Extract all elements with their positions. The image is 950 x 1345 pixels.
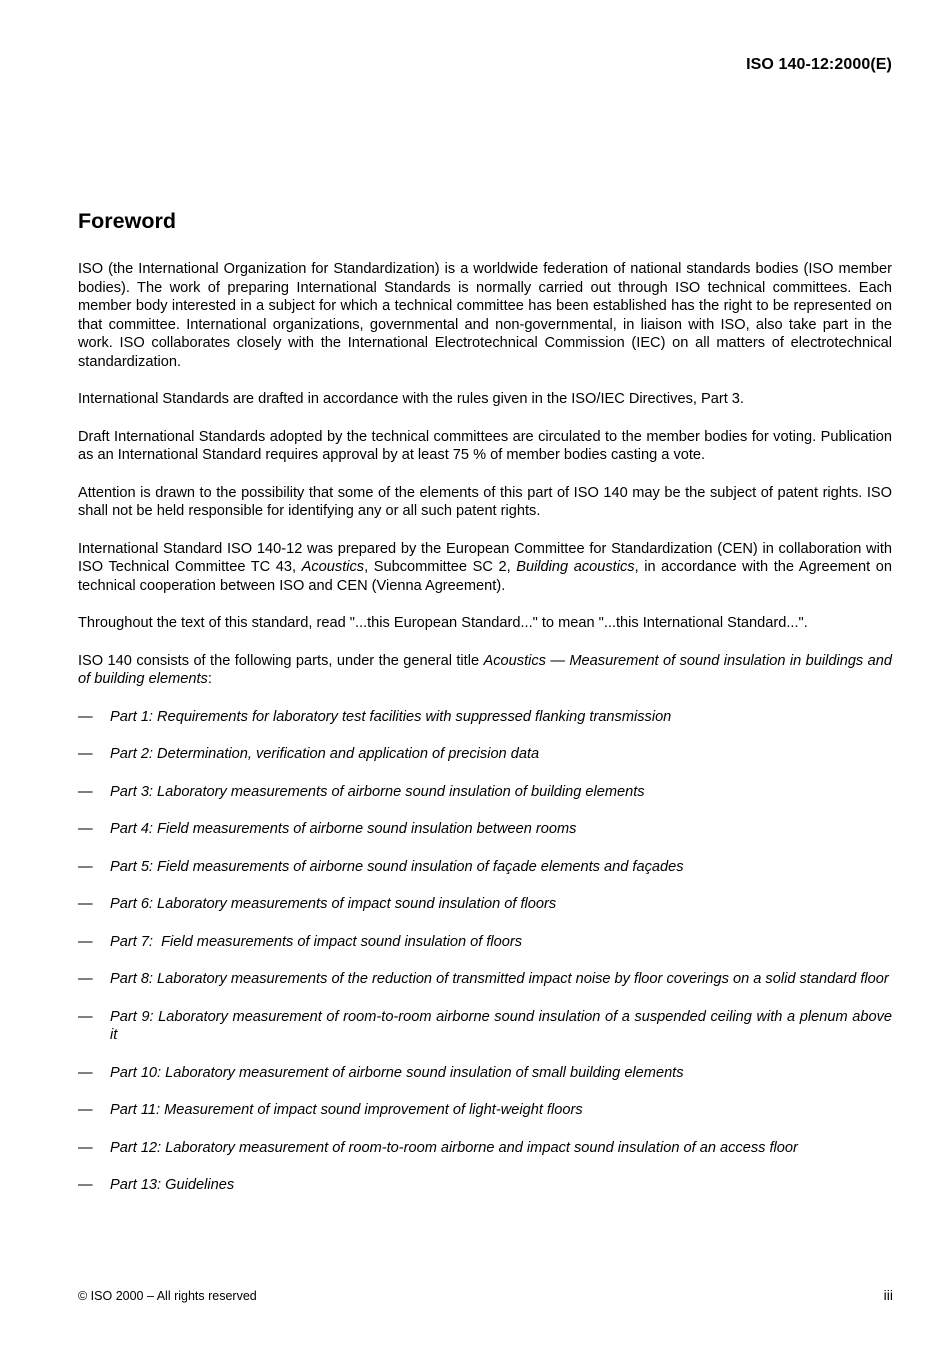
dash-bullet: — (78, 1064, 93, 1081)
document-reference: ISO 140-12:2000(E) (746, 56, 892, 73)
list-item (78, 820, 892, 839)
part-title: Part 9: Laboratory measurement of room-to-room airborne sound insulation of a suspended ceiling with a plenum above it (110, 1008, 892, 1043)
parts-list (78, 708, 892, 1195)
list-item (78, 933, 892, 952)
preparation-text-a: International Standard ISO 140-12 was prepared by the European Committee for Standardization (CEN) in collaboration with ISO Technical Committee TC 43, (78, 540, 892, 575)
dash-bullet: — (78, 1139, 93, 1156)
dash-bullet: — (78, 933, 93, 950)
paragraph-drafting-rules: International Standards are drafted in accordance with the rules given in the ISO/IEC Directives, Part 3. (78, 391, 744, 407)
preparation-text-e: , in accordance with the Agreement on technical cooperation between ISO and CEN (Vienna Agreement). (78, 559, 892, 594)
part-title: Part 13: Guidelines (110, 1177, 235, 1193)
part-title: Part 1: Requirements for laboratory test facilities with suppressed flanking transmission (110, 708, 672, 725)
list-item (78, 1101, 892, 1120)
list-item (78, 858, 892, 877)
part-title: Part 6: Laboratory measurements of impact sound insulation of floors (110, 896, 557, 912)
dash-bullet: — (78, 708, 93, 725)
paragraph-preparation (78, 540, 892, 596)
copyright-notice: © ISO 2000 – All rights reserved (78, 1289, 257, 1303)
list-item (78, 895, 892, 914)
dash-bullet: — (78, 1102, 93, 1118)
list-item (78, 1008, 892, 1045)
dash-bullet: — (78, 858, 93, 875)
dash-bullet: — (78, 896, 93, 912)
preparation-text-c: , Subcommittee SC 2, (364, 559, 517, 575)
paragraph-voting: Draft International Standards adopted by the technical committees are circulated to the member bodies for voting. Publication as an International Standard requires approval by at least 75 % of member bodies casting a vote. (78, 428, 892, 463)
part-title: Part 7: Field measurements of impact sound insulation of floors (110, 933, 523, 950)
dash-bullet: — (78, 1008, 93, 1025)
page-title: Foreword (78, 209, 176, 233)
dash-bullet: — (78, 783, 93, 800)
part-title: Part 2: Determination, verification and application of precision data (110, 746, 540, 762)
paragraph-iso-organization: ISO (the International Organization for Standardization) is a worldwide federation of national standards bodies (ISO member bodies). The work of preparing International Standards is normally carried out through ISO technical committees. Each member body interested in a subject for which a technical committee has been established has the right to be represented on that committee. International organizations, governmental and non-governmental, in liaison with ISO, also take part in the work. ISO collaborates closely with the International Electrotechnical Commission (IEC) on all matters of electrotechnical standardization. (78, 261, 892, 370)
list-item (78, 1139, 892, 1158)
list-item (78, 783, 892, 802)
list-item (78, 1064, 892, 1083)
parts-intro-text: ISO 140 consists of the following parts, under the general title (78, 652, 484, 669)
dash-bullet: — (78, 746, 93, 762)
part-title: Part 11: Measurement of impact sound improvement of light-weight floors (110, 1102, 583, 1118)
part-title: Part 10: Laboratory measurement of airborne sound insulation of small building elements (110, 1064, 684, 1081)
part-title: Part 5: Field measurements of airborne sound insulation of façade elements and façades (110, 858, 684, 875)
foreword-body (78, 260, 892, 1214)
dash-bullet: — (78, 971, 93, 987)
preparation-subcommittee-title: Building acoustics (516, 559, 635, 575)
list-item (78, 745, 892, 764)
paragraph-reading-note: Throughout the text of this standard, read "...this European Standard..." to mean "...this International Standard...". (78, 615, 808, 631)
paragraph-parts-intro (78, 652, 892, 689)
list-item (78, 970, 892, 989)
dash-bullet: — (78, 821, 93, 837)
parts-intro-colon: : (207, 671, 212, 687)
list-item (78, 708, 892, 727)
paragraph-patent-rights: Attention is drawn to the possibility that some of the elements of this part of ISO 140 may be the subject of patent rights. ISO shall not be held responsible for identifying any or all such patent rights. (78, 484, 892, 519)
part-title: Part 4: Field measurements of airborne sound insulation between rooms (110, 821, 577, 837)
page-number: iii (883, 1287, 893, 1303)
part-title: Part 12: Laboratory measurement of room-to-room airborne and impact sound insulation of an access floor (110, 1139, 798, 1156)
part-title: Part 3: Laboratory measurements of airborne sound insulation of building elements (110, 783, 645, 800)
general-title: Acoustics — Measurement of sound insulation in buildings and of building elements (78, 652, 892, 687)
list-item (78, 1176, 892, 1195)
dash-bullet: — (78, 1177, 93, 1193)
part-title: Part 8: Laboratory measurements of the reduction of transmitted impact noise by floor coverings on a solid standard floor (110, 971, 889, 987)
preparation-committee-title: Acoustics (301, 559, 365, 575)
